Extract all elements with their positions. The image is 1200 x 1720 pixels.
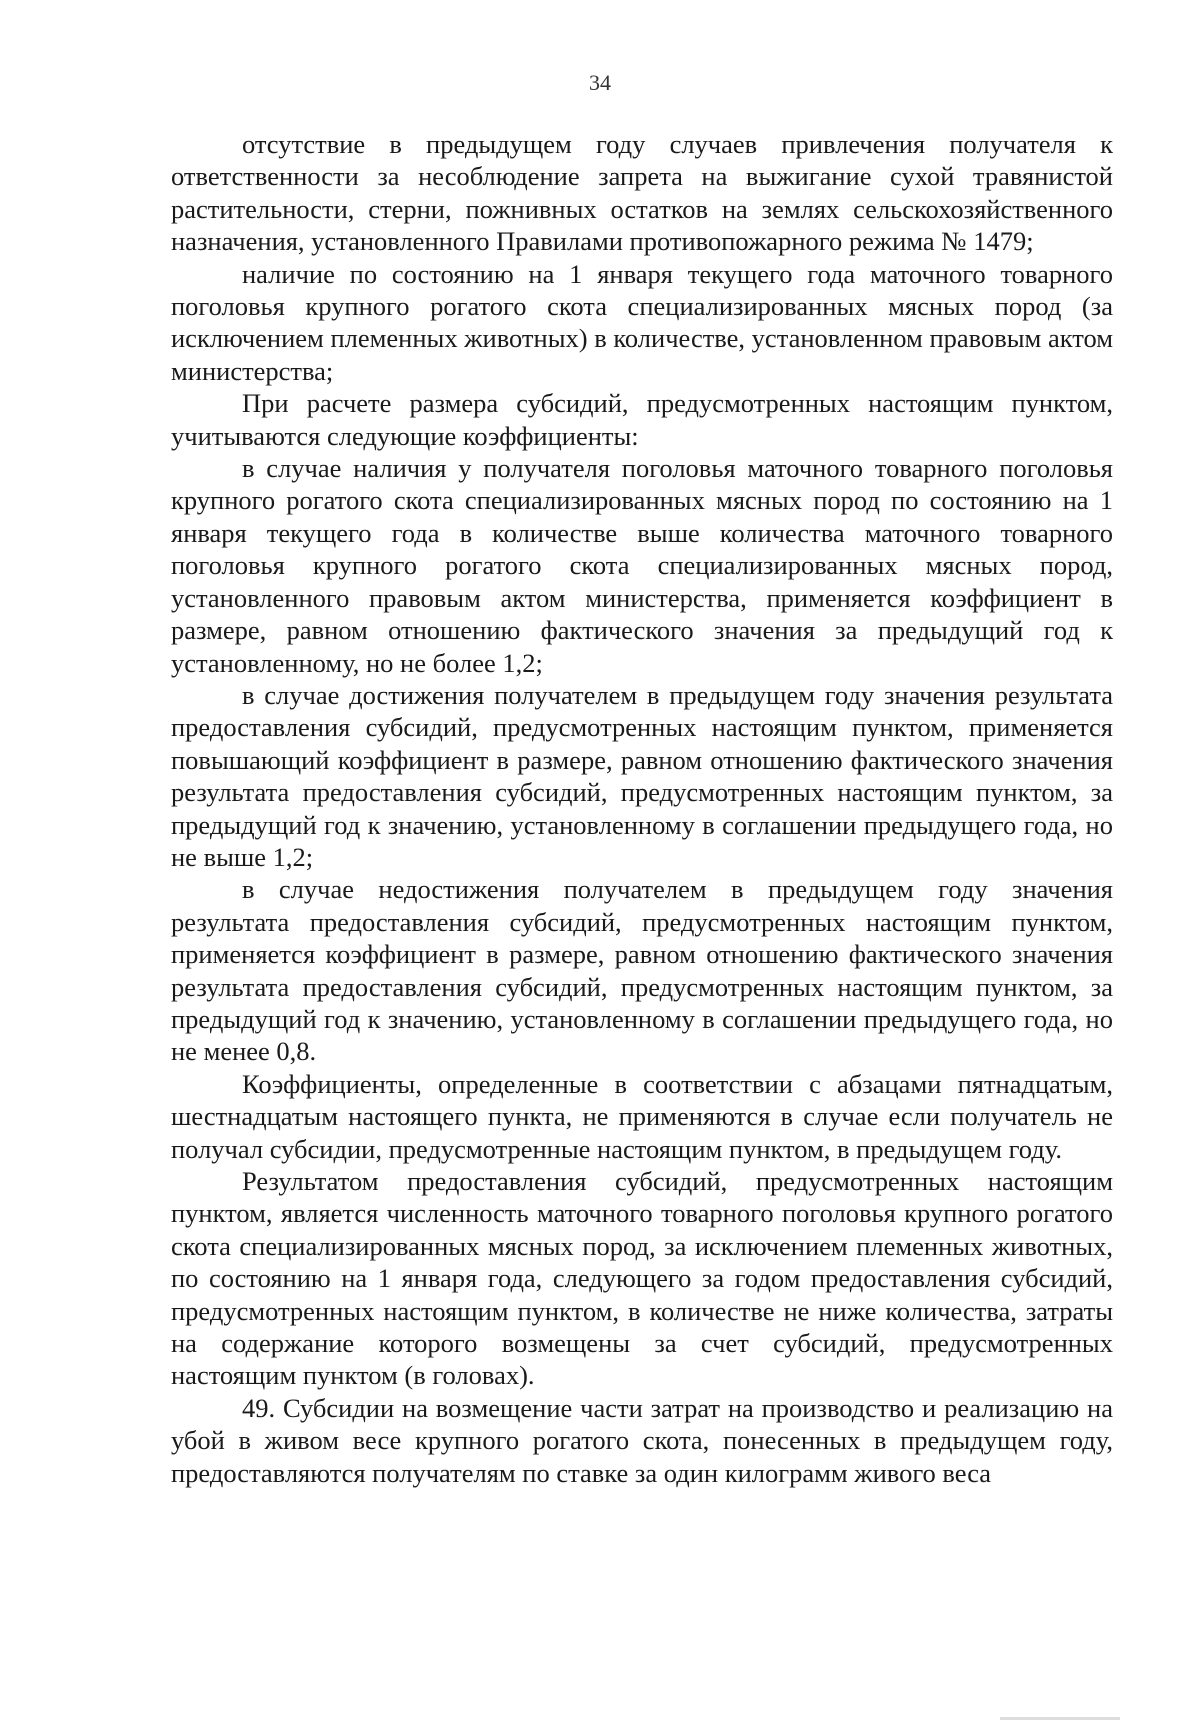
paragraph-livestock-availability: наличие по состоянию на 1 января текущего года маточного товарного поголовья крупного рогатого скота специализированных мясных пород (за исключением племенных животных) в количестве, установленном правовым актом министерства; [171,258,1113,386]
paragraph-coefficients-intro: При расчете размера субсидий, предусмотренных настоящим пунктом, учитываются следующие коэффициенты: [171,388,1113,451]
paragraph-subsidy-result: Результатом предоставления субсидий, предусмотренных настоящим пунктом, является численность маточного товарного поголовья крупного рогатого скота специализированных мясных пород, за исключением племенных животных, по состоянию на 1 января года, следующего за годом предоставления субсидий, предусмотренных настоящим пунктом, в количестве не ниже количества, затраты на содержание которого возмещены за счет субсидий, предусмотренных настоящим пунктом (в головах). [171,1166,1113,1391]
paragraph-item-49: 49. Субсидии на возмещение части затрат на производство и реализацию на убой в живом весе крупного рогатого скота, понесенных в предыдущем году, предоставляются получателям по ставке за один килограмм живого веса [171,1392,1113,1488]
paragraph-coefficient-headcount: в случае наличия у получателя поголовья маточного товарного поголовья крупного рогатого скота специализированных мясных пород по состоянию на 1 января текущего года в количестве выше количества маточного товарного поголовья крупного рогатого скота специализированных мясных пород, установленного правовым актом министерства, применяется коэффициент в размере, равном отношению фактического значения за предыдущий год к установленному, но не более 1,2; [171,453,1113,678]
document-body [171,128,1113,1489]
paragraph-coefficients-exception: Коэффициенты, определенные в соответствии с абзацами пятнадцатым, шестнадцатым настоящего пункта, не применяются в случае если получатель не получал субсидии, предусмотренные настоящим пунктом, в предыдущем году. [171,1068,1113,1164]
page-number: 34 [589,70,611,95]
paragraph-coefficient-achievement: в случае достижения получателем в предыдущем году значения результата предоставления субсидий, предусмотренных настоящим пунктом, применяется повышающий коэффициент в размере, равном отношению фактического значения результата предоставления субсидий, предусмотренных настоящим пунктом, за предыдущий год к значению, установленному в соглашении предыдущего года, но не выше 1,2; [171,679,1113,872]
paragraph-coefficient-non-achievement: в случае недостижения получателем в предыдущем году значения результата предоставления субсидий, предусмотренных настоящим пунктом, применяется коэффициент в размере, равном отношению фактического значения результата предоставления субсидий, предусмотренных настоящим пунктом, за предыдущий год к значению, установленному в соглашении предыдущего года, но не менее 0,8. [171,874,1113,1067]
paragraph-no-fire-violations: отсутствие в предыдущем году случаев привлечения получателя к ответственности за несоблюдение запрета на выжигание сухой травянистой растительности, стерни, пожнивных остатков на землях сельскохозяйственного назначения, установленного Правилами противопожарного режима № 1479; [171,129,1113,257]
